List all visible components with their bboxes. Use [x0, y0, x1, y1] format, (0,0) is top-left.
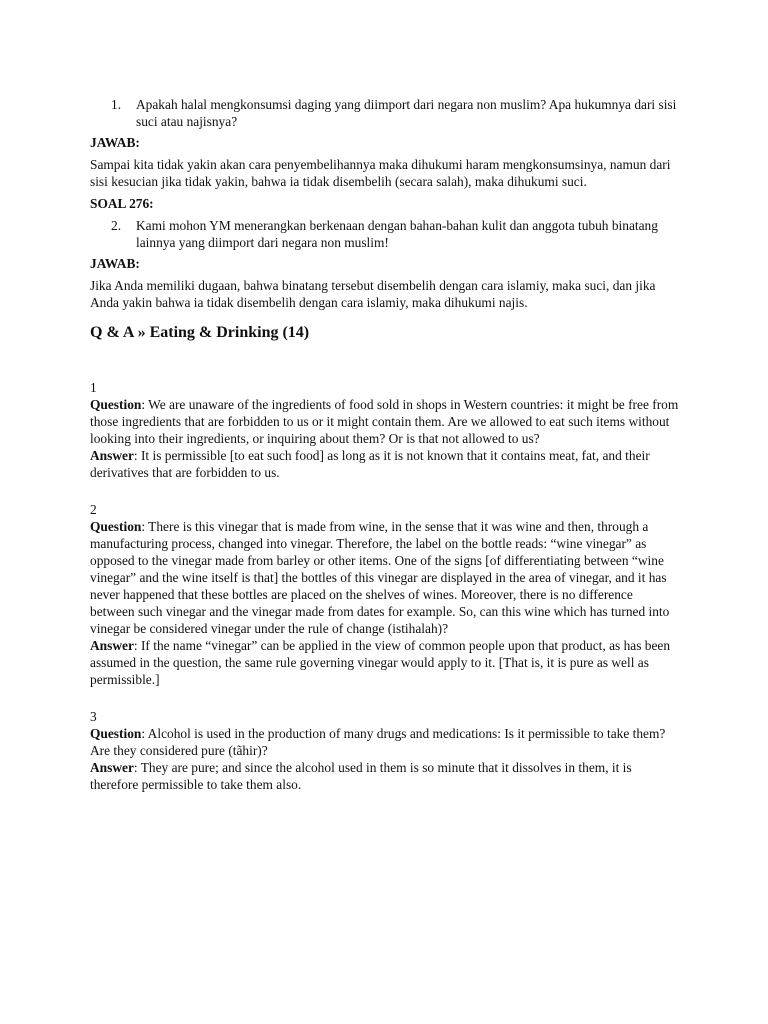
list-number: 1.: [111, 97, 122, 112]
qa-item: [90, 708, 680, 793]
qa-item: [90, 379, 680, 481]
soal-label: SOAL 276:: [90, 196, 154, 211]
list-number: 2.: [111, 218, 122, 233]
qa-number: 1: [90, 380, 97, 395]
qa-question: [90, 396, 680, 447]
qa-answer: [90, 447, 680, 481]
indo-question-1: [90, 96, 680, 130]
qa-question: [90, 518, 680, 637]
question-text: : We are unaware of the ingredients of food sold in shops in Western countries: it might be free from those ingredients that are forbidden to us or it might contain them. Are we allowed to eat such items without looking into their ingredients, or inquiring about them? Or is that not allowed to us?: [90, 397, 679, 446]
answer-text: : If the name “vinegar” can be applied in the view of common people upon that product, as has been assumed in the question, the same rule governing vinegar would apply to it. [That is, it is pure as well as permissible.]: [90, 638, 671, 687]
list-text: Apakah halal mengkonsumsi daging yang diimport dari negara non muslim? Apa hukumnya dari sisi suci atau najisnya?: [136, 97, 677, 129]
question-label: Question: [90, 726, 142, 741]
jawab-label: JAWAB:: [90, 135, 140, 150]
qa-number: 3: [90, 709, 97, 724]
qa-number: 2: [90, 502, 97, 517]
jawab-label: JAWAB:: [90, 256, 140, 271]
question-label: Question: [90, 397, 142, 412]
section-heading: Q & A » Eating & Drinking (14): [90, 324, 310, 341]
qa-item: [90, 501, 680, 688]
qa-answer: [90, 759, 680, 793]
list-text: Kami mohon YM menerangkan berkenaan dengan bahan-bahan kulit dan anggota tubuh binatang lainnya yang diimport dari negara non muslim!: [136, 218, 658, 250]
question-text: : There is this vinegar that is made from wine, in the sense that it was wine and then, through a manufacturing process, changed into vinegar. Therefore, the label on the bottle reads: “wine vinegar” as opposed to the vinegar made from barley or other items. One of the signs [of differentiating between “wine vinegar” and the wine itself is that] the bottles of this vinegar are displayed in the area of vinegar, and it has never happened that these bottles are placed on the shelves of wines. Moreover, there is no difference between such vinegar and the vinegar made from dates for example. So, can this wine which has turned into vinegar be considered vinegar under the rule of change (istihalah)?: [90, 519, 670, 636]
qa-answer: [90, 637, 680, 688]
question-text: : Alcohol is used in the production of many drugs and medications: Is it permissible to take them? Are they considered pure (tãhir)?: [90, 726, 666, 758]
jawab-text: Jika Anda memiliki dugaan, bahwa binatang tersebut disembelih dengan cara islamiy, maka suci, dan jika Anda yakin bahwa ia tidak disembelih dengan cara islamiy, maka dihukumi najis.: [90, 278, 656, 310]
answer-label: Answer: [90, 638, 134, 653]
answer-label: Answer: [90, 448, 134, 463]
qa-question: [90, 725, 680, 759]
indo-question-2: [90, 217, 680, 251]
jawab-text: Sampai kita tidak yakin akan cara penyembelihannya maka dihukumi haram mengkonsumsinya, namun dari sisi kesucian jika tidak yakin, bahwa ia tidak disembelih (secara salah), maka dihukumi suci.: [90, 157, 671, 189]
answer-label: Answer: [90, 760, 134, 775]
document-page: [90, 96, 680, 793]
question-label: Question: [90, 519, 142, 534]
answer-text: : It is permissible [to eat such food] as long as it is not known that it contains meat, fat, and their derivatives that are forbidden to us.: [90, 448, 650, 480]
answer-text: : They are pure; and since the alcohol used in them is so minute that it dissolves in them, it is therefore permissible to take them also.: [90, 760, 632, 792]
